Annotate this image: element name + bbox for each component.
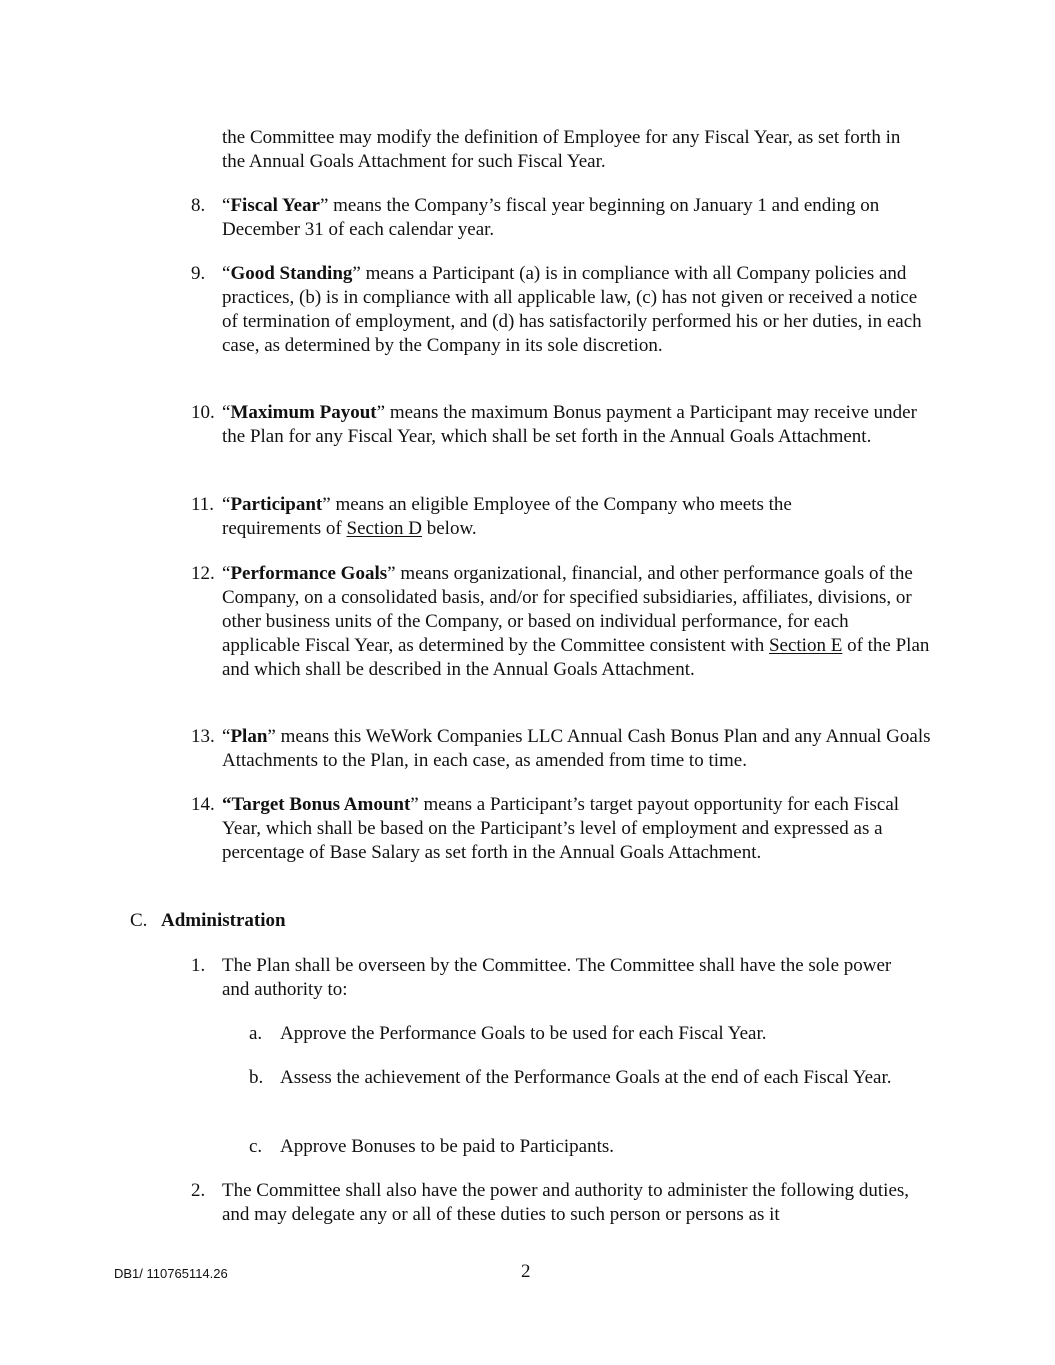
- defined-term: Participant: [230, 494, 323, 515]
- defined-term: “Target Bonus Amount: [222, 794, 411, 815]
- admin-item-text: The Plan shall be overseen by the Committee. The Committee shall have the sole power and authority to:: [222, 955, 892, 1000]
- section-title: Administration: [161, 910, 286, 931]
- item-number: 2.: [191, 1180, 206, 1201]
- document-id: DB1/ 110765114.26: [114, 1266, 228, 1281]
- defined-term: Maximum Payout: [230, 402, 377, 423]
- page-number: 2: [521, 1261, 531, 1282]
- defined-term: Plan: [230, 726, 268, 747]
- definition-text: “Good Standing” means a Participant (a) is in compliance with all Company policies and practices, (b) is in compliance with all applicable law, (c) has not given or received a notice of termination of employment, and (d) has satisfactorily performed his or her duties, in each case, as determined by the Company in its sole discretion.: [222, 263, 922, 356]
- definition-text: “Fiscal Year” means the Company’s fiscal year beginning on January 1 and ending on December 31 of each calendar year.: [222, 195, 880, 240]
- subitem-text: Approve the Performance Goals to be used for each Fiscal Year.: [280, 1023, 767, 1044]
- item-number: 10.: [191, 402, 215, 423]
- defined-term: Good Standing: [230, 263, 353, 284]
- definition-text: “Participant” means an eligible Employee of the Company who meets the requirements of Section D below.: [222, 494, 792, 539]
- definition-text: “Plan” means this WeWork Companies LLC Annual Cash Bonus Plan and any Annual Goals Attachments to the Plan, in each case, as amended from time to time.: [222, 726, 931, 771]
- item-number: 1.: [191, 955, 206, 976]
- item-number: 9.: [191, 263, 206, 284]
- item-number: 13.: [191, 726, 215, 747]
- subitem-letter: a.: [249, 1023, 263, 1044]
- intro-paragraph: the Committee may modify the definition of Employee for any Fiscal Year, as set forth in the Annual Goals Attachment for such Fiscal Year.: [222, 127, 901, 172]
- subitem-letter: c.: [249, 1136, 263, 1157]
- item-number: 8.: [191, 195, 206, 216]
- item-number: 14.: [191, 794, 215, 815]
- item-number: 12.: [191, 563, 215, 584]
- section-reference-link[interactable]: Section D: [346, 518, 422, 539]
- defined-term: Fiscal Year: [230, 195, 320, 216]
- section-reference-link[interactable]: Section E: [768, 635, 843, 656]
- definition-text: “Maximum Payout” means the maximum Bonus payment a Participant may receive under the Plan for any Fiscal Year, which shall be set forth in the Annual Goals Attachment.: [222, 402, 917, 447]
- definition-text: “Performance Goals” means organizational, financial, and other performance goals of the Company, on a consolidated basis, and/or for specified subsidiaries, affiliates, divisions, or other business units of the Company, or based on individual performance, for each applicable Fiscal Year, as determined by the Committee consistent with Section E of the Plan and which shall be described in the Annual Goals Attachment.: [222, 563, 930, 680]
- subitem-text: Assess the achievement of the Performance Goals at the end of each Fiscal Year.: [280, 1067, 892, 1088]
- item-number: 11.: [191, 494, 215, 515]
- subitem-letter: b.: [249, 1067, 264, 1088]
- defined-term: Performance Goals: [230, 563, 388, 584]
- subitem-text: Approve Bonuses to be paid to Participants.: [280, 1136, 615, 1157]
- admin-item-text: The Committee shall also have the power and authority to administer the following duties, and may delegate any or all of these duties to such person or persons as it: [222, 1180, 910, 1225]
- definition-text: “Target Bonus Amount” means a Participant’s target payout opportunity for each Fiscal Year, which shall be based on the Participant’s level of employment and expressed as a percentage of Base Salary as set forth in the Annual Goals Attachment.: [222, 794, 900, 863]
- section-letter: C.: [130, 910, 148, 931]
